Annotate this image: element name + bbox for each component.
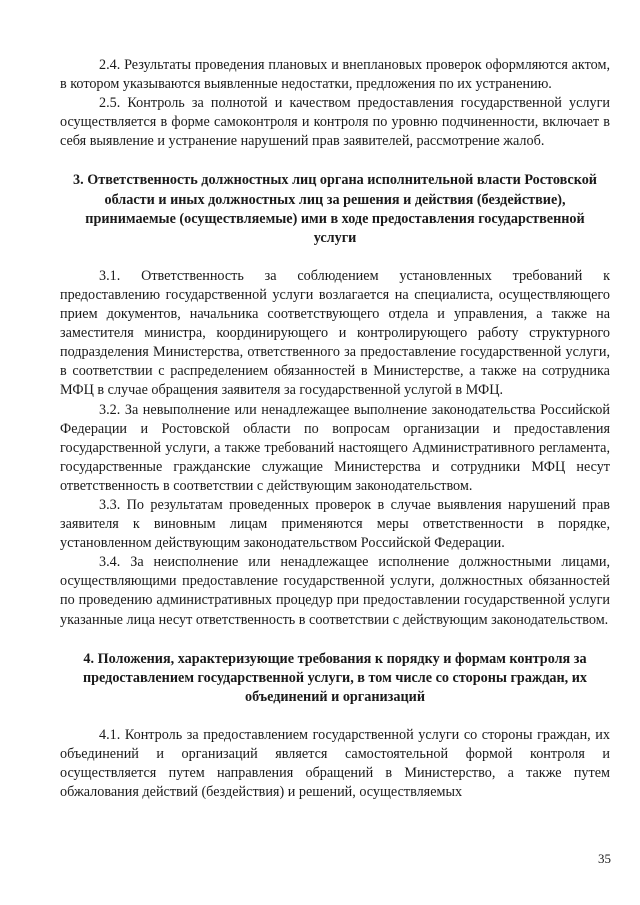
paragraph-2-4: 2.4. Результаты проведения плановых и внеплановых проверок оформляются актом, в котором указываются выявленные недостатки, предложения по их устранению.: [60, 57, 610, 93]
section-3-heading: 3. Ответственность должностных лиц органа исполнительной власти Ростовской области и иных должностных лиц за решения и действия (бездействие), принимаемые (осуществляемые) ими в ходе предоставления государственной услуги: [73, 172, 597, 246]
document-page: [60, 56, 610, 802]
section-4-heading: 4. Положения, характеризующие требования к порядку и формам контроля за предоставлением государственной услуги, в том числе со стороны граждан, их объединений и организаций: [82, 650, 588, 705]
paragraph-3-4: 3.4. За неисполнение или ненадлежащее исполнение должностными лицами, осуществляющими предоставление государственной услуги, должностных обязанностей по проведению административных процедур при предоставлении государственной услуги указанные лица несут ответственность в соответствии с действующим законодательством.: [60, 554, 610, 628]
paragraph-3-3: 3.3. По результатам проведенных проверок в случае выявления нарушений прав заявителя к виновным лицам применяются меры ответственности в порядке, установленном действующим законодательством Российской Федерации.: [60, 496, 610, 552]
page-number: 35: [598, 851, 611, 866]
paragraph-4-1: 4.1. Контроль за предоставлением государственной услуги со стороны граждан, их объединений и организаций является самостоятельной формой контроля и осуществляется путем направления обращений в Министерство, а также путем обжалования действий (бездействия) и решений, осуществляемых: [60, 726, 610, 801]
paragraph-3-1: 3.1. Ответственность за соблюдением установленных требований к предоставлению государственной услуги возлагается на специалиста, осуществляющего прием документов, начальника соответствующего отдела и управления, а также на заместителя министра, координирующего и контролирующего работу структурного подразделения Министерства, ответственного за предоставление государственной услуги, в соответствии с распределением обязанностей в Министерстве, а также на сотрудника МФЦ в случае обращения заявителя за государственной услугой в МФЦ.: [60, 267, 610, 399]
paragraph-2-5: 2.5. Контроль за полнотой и качеством предоставления государственной услуги осуществляется в форме самоконтроля и контроля по уровню подчиненности, включает в себя выявление и устранение нарушений прав заявителей, рассмотрение жалоб.: [60, 95, 610, 150]
paragraph-3-2: 3.2. За невыполнение или ненадлежащее выполнение законодательства Российской Федерации и Ростовской области по вопросам организации и предоставления государственной услуги, а также требований настоящего Административного регламента, государственные гражданские служащие Министерства и сотрудники МФЦ несут ответственность в соответствии с действующим законодательством.: [60, 401, 610, 494]
